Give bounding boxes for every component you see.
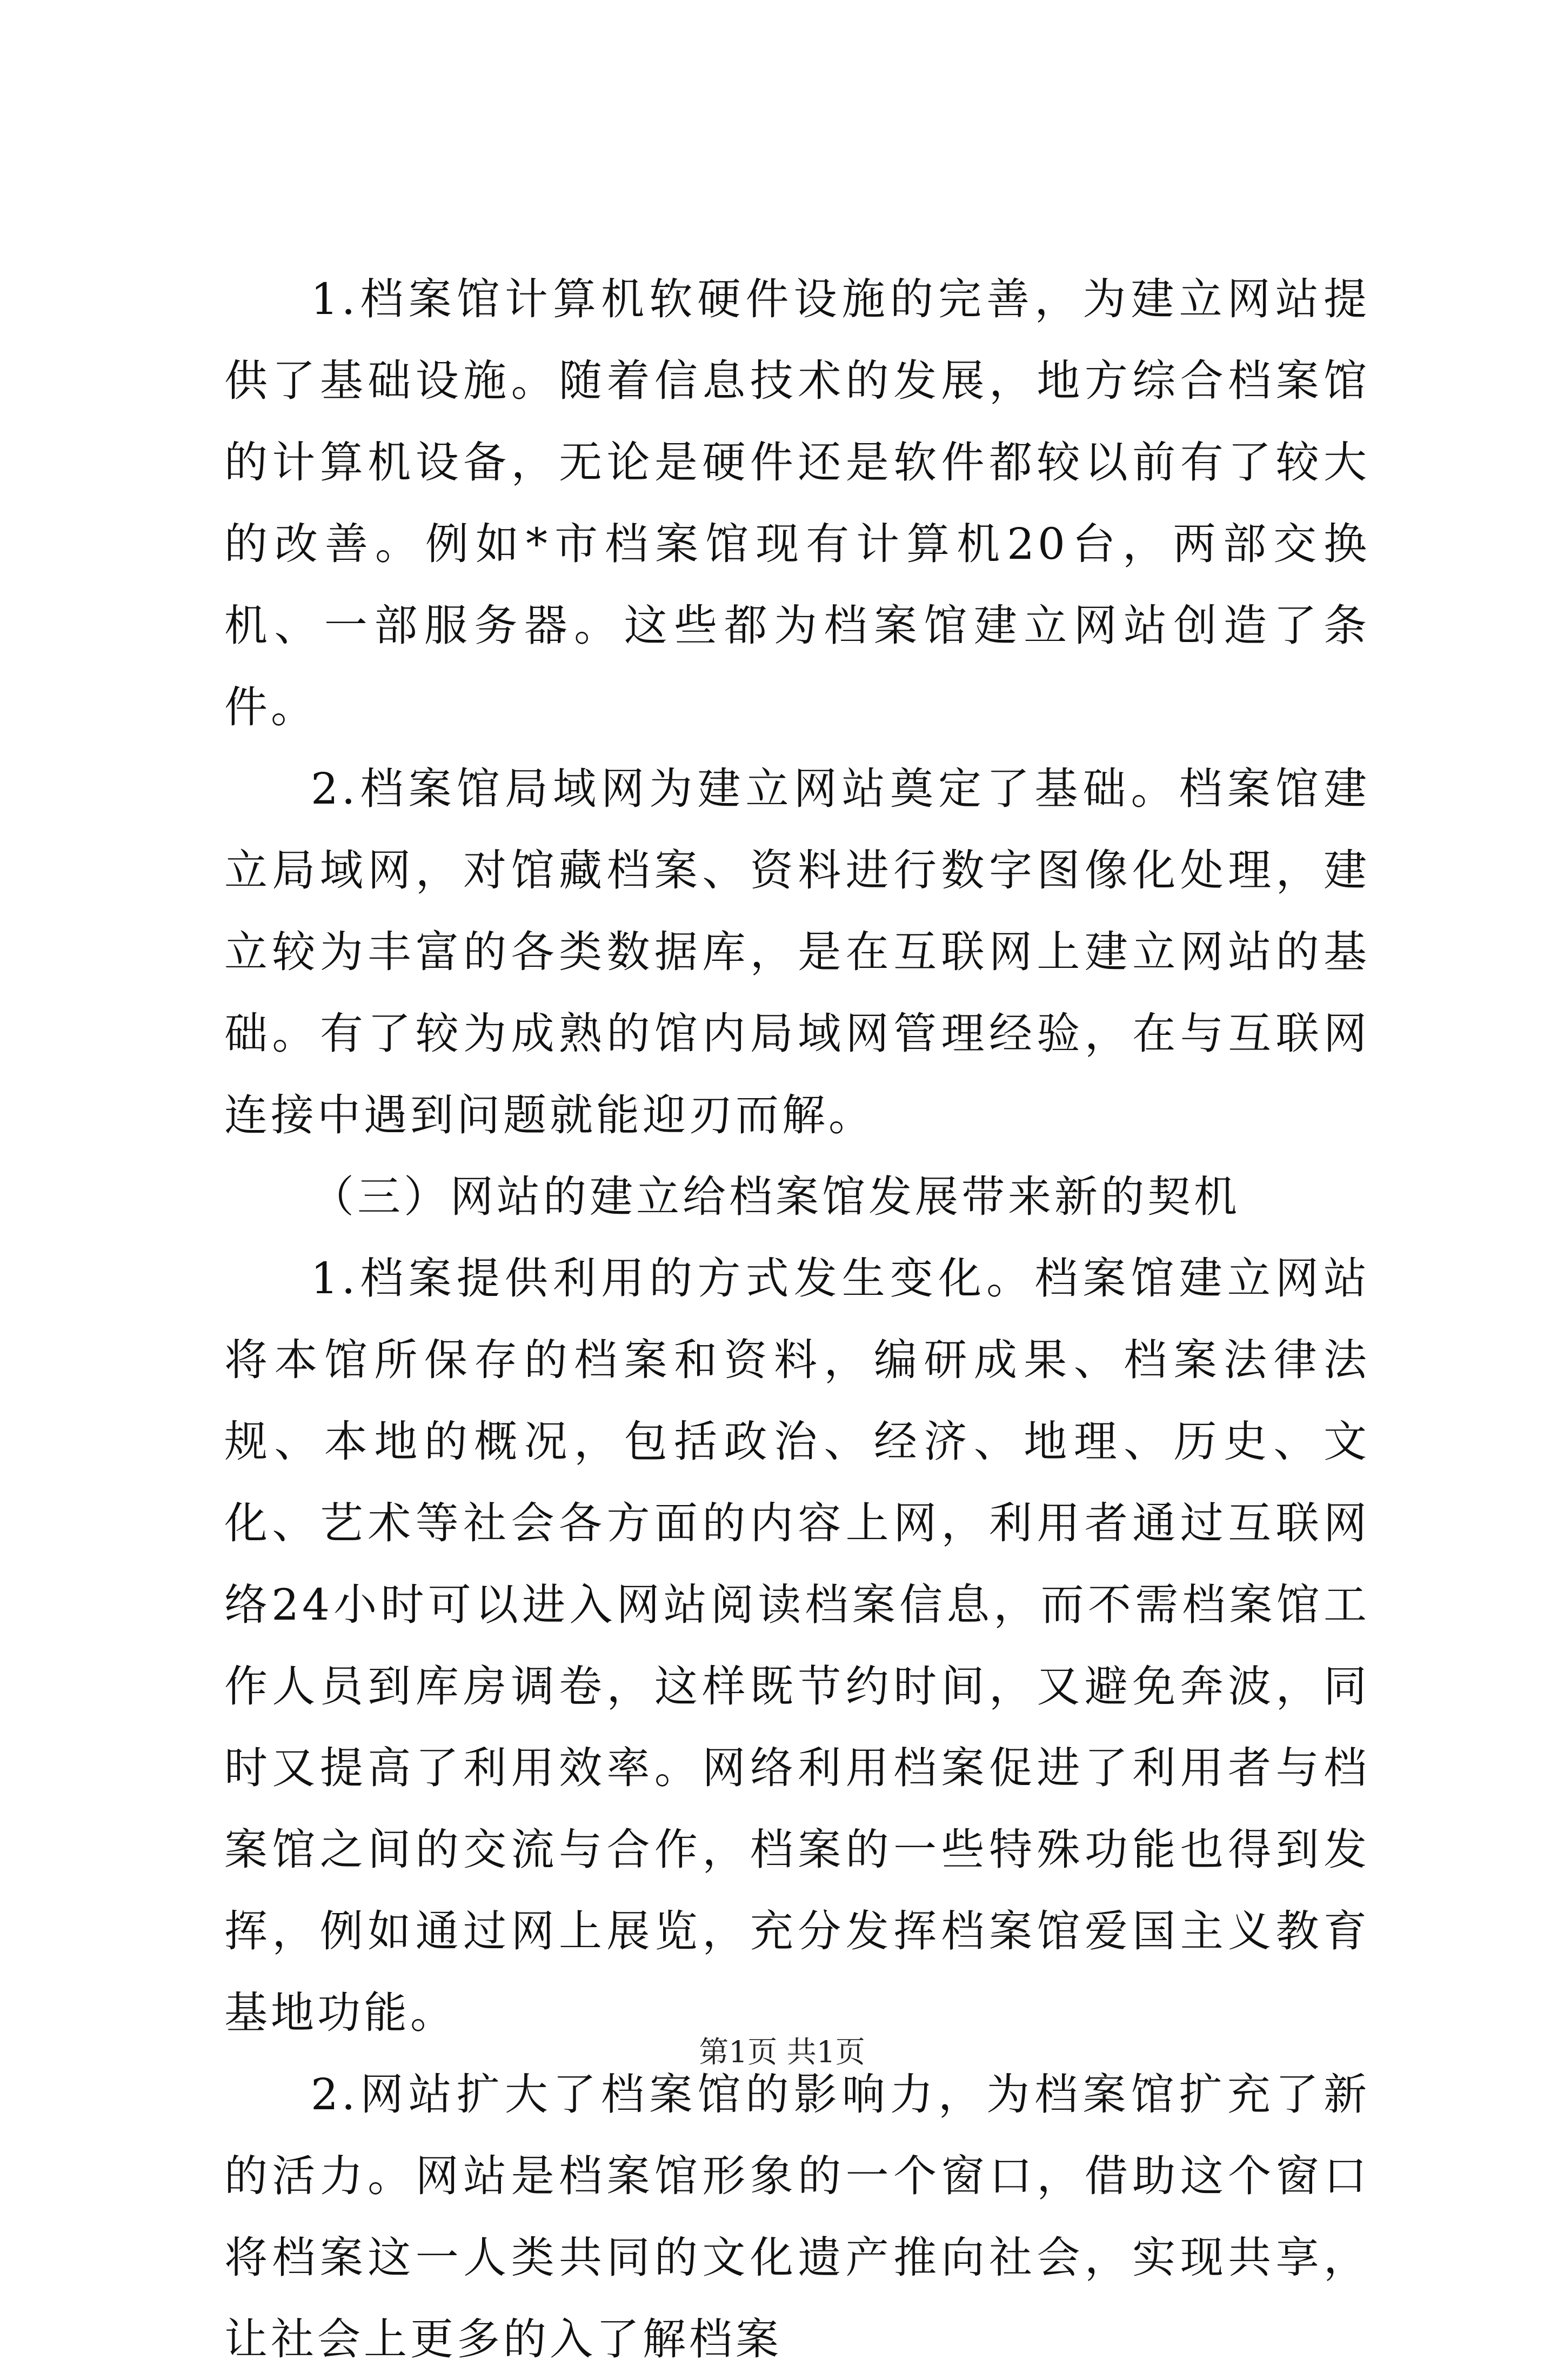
paragraph-2: 2.档案馆局域网为建立网站奠定了基础。档案馆建立局域网，对馆藏档案、资料进行数字图像化处理，建立较为丰富的各类数据库，是在互联网上建立网站的基础。有了较为成熟的馆内局域网管理经验，在与互联网连接中遇到问题就能迎刃而解。 <box>224 764 1370 1140</box>
paragraph-1: 1.档案馆计算机软硬件设施的完善，为建立网站提供了基础设施。随着信息技术的发展，地方综合档案馆的计算机设备，无论是硬件还是软件都较以前有了较大的改善。例如*市档案馆现有计算机20台，两部交换机、一部服务器。这些都为档案馆建立网站创造了条件。 <box>224 274 1370 732</box>
page-number: 第1页 共1页 <box>699 2035 865 2069</box>
paragraph-3: 1.档案提供利用的方式发生变化。档案馆建立网站将本馆所保存的档案和资料，编研成果、档案法律法规、本地的概况，包括政治、经济、地理、历史、文化、艺术等社会各方面的内容上网，利用者通过互联网络24小时可以进入网站阅读档案信息，而不需档案馆工作人员到库房调卷，这样既节约时间，又避免奔波，同时又提高了利用效率。网络利用档案促进了利用者与档案馆之间的交流与合作，档案的一些特殊功能也得到发挥，例如通过网上展览，充分发挥档案馆爱国主义教育基地功能。 <box>224 1253 1370 2038</box>
section-heading: （三）网站的建立给档案馆发展带来新的契机 <box>311 1172 1240 1222</box>
page-footer <box>0 2033 1564 2071</box>
paragraph-4: 2.网站扩大了档案馆的影响力，为档案馆扩充了新的活力。网站是档案馆形象的一个窗口，借助这个窗口将档案这一人类共同的文化遗产推向社会，实现共享，让社会上更多的入了解档案 <box>224 2069 1370 2364</box>
